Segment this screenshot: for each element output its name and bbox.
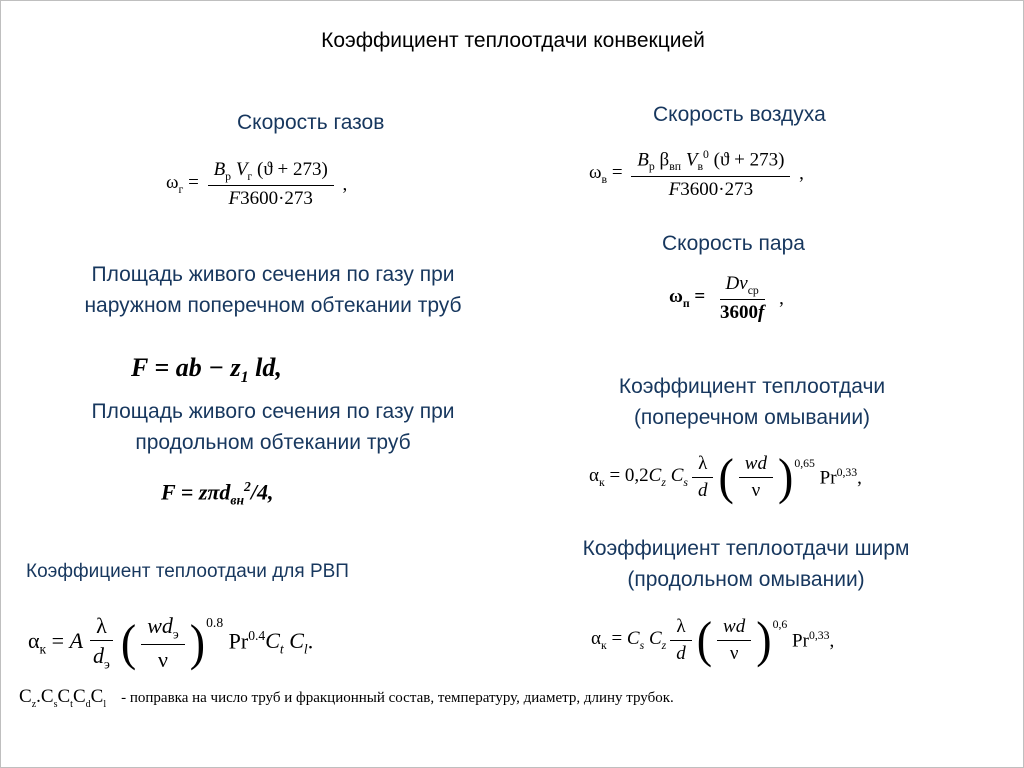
heading-htc-screen-line1: Коэффициент теплоотдачи ширм [582, 537, 910, 560]
heading-htc-cross-line1: Коэффициент теплоотдачи [618, 375, 886, 398]
heading-area-cross [23, 259, 523, 321]
formula-area-long: F = zπd$_{вн}^2$/4, [161, 479, 274, 508]
footnote-text: - поправка на число труб и фракционный состав, температуру, диаметр, длину трубок. [121, 690, 674, 706]
footnote [19, 686, 674, 710]
heading-air-speed: Скорость воздуха [653, 103, 826, 126]
heading-gas-speed: Скорость газов [237, 111, 385, 134]
formula-htc-rvp: $\alpha_к = A$ $\frac{\lambda}{d_э}$ ( $\frac{wd_э}{\nu}$ ) $^{0.8}$ $Pr^{0.4}C_t$ $C_l$. [28, 613, 314, 673]
heading-area-cross-line2: наружном поперечном обтекании труб [84, 294, 462, 317]
heading-htc-screen [541, 533, 951, 595]
slide-title: Коэффициент теплоотдачи конвекцией [321, 29, 705, 52]
footnote-symbols: $C_z.C_sC_tC_dC_l$ [19, 686, 107, 710]
heading-area-cross-line1: Площадь живого сечения по газу при [91, 263, 455, 286]
heading-area-long-line2: продольном обтекании труб [135, 431, 411, 454]
formula-htc-cross: $\alpha_к = 0,2C_z$ $C_s$ $\frac{\lambda}{d}$ ( $\frac{wd}{\nu}$ ) $^{0,65}$ Pr$^{0,33}$, [589, 448, 862, 505]
heading-steam-speed: Скорость пара [662, 232, 805, 255]
formula-gas-speed: $\omega_г$ = $\frac{B_р V_г (ϑ + 273)}{F3600\cdot 273}$ , [166, 159, 348, 210]
heading-htc-screen-line2: (продольном омывании) [627, 568, 865, 591]
formula-air-speed: $\omega_в$ = $\frac{B_р \beta_{вп} V_в^0 (ϑ + 273)}{F3600\cdot 273}$ , [589, 148, 804, 200]
formula-htc-screen: $\alpha_к = C_s$ $C_z$ $\frac{\lambda}{d}$ ( $\frac{wd}{\nu}$ ) $^{0,6}$ Pr$^{0,33}$, [591, 611, 835, 668]
formula-steam-speed: $\omega_п$ = $\frac{Dv_{ср}}{3600f}$ , [669, 273, 784, 324]
formula-area-cross: F = ab − $z_1$ ld, [131, 353, 282, 387]
heading-htc-cross-line2: (поперечном омывании) [633, 406, 871, 429]
heading-htc-cross [587, 371, 917, 433]
heading-area-long [23, 396, 523, 458]
heading-area-long-line1: Площадь живого сечения по газу при [91, 400, 455, 423]
heading-htc-rvp: Коэффициент теплоотдачи для РВП [26, 561, 349, 582]
